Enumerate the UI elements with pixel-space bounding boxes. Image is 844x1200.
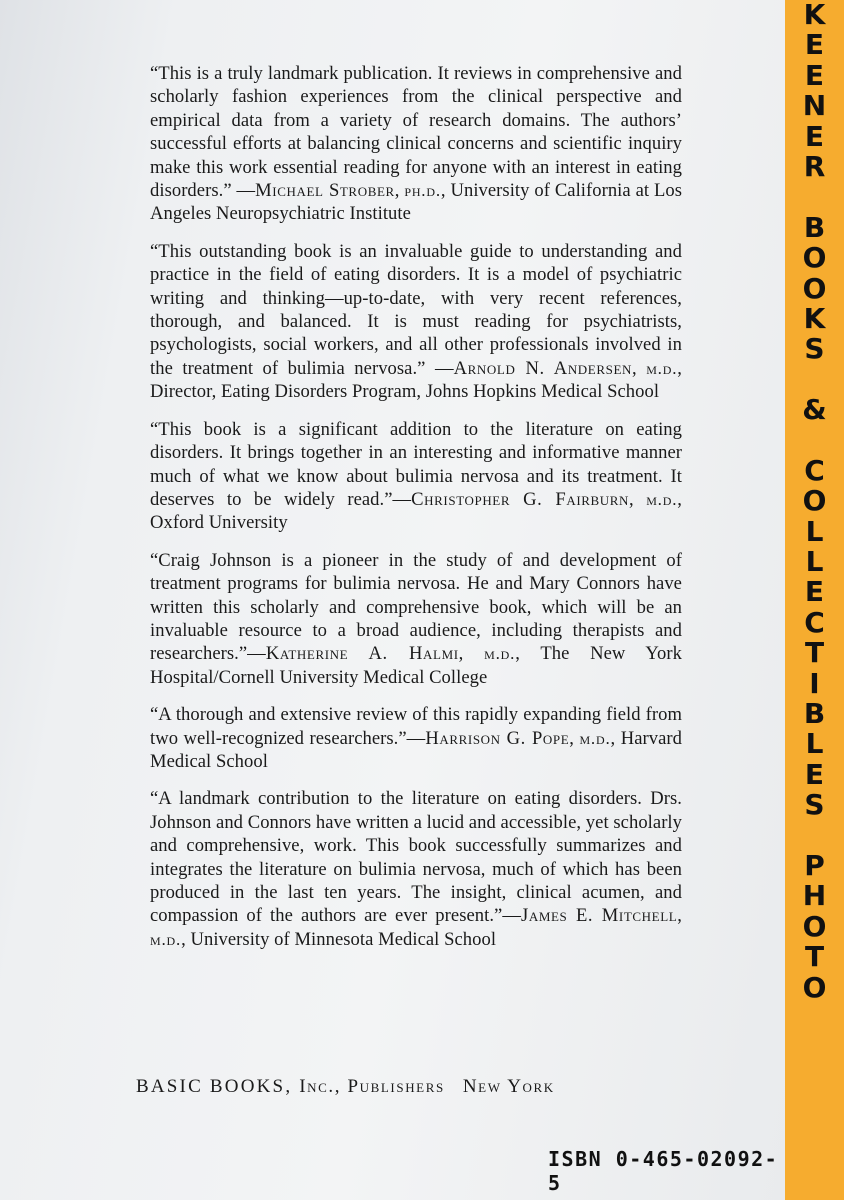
spine-letter: B xyxy=(803,210,826,244)
spine-letter: O xyxy=(802,970,827,1004)
spine-letter: E xyxy=(804,58,825,92)
quote-text: “This is a truly landmark publication. It reviews in comprehensive and scholarly fashion experiences from the clinical perspective and empirical data from a variety of research domains. The authors’ successful efforts at balancing clinical concerns and scientific inquiry make this work essential reading for anyone with an interest in eating disorders.” — xyxy=(150,63,682,202)
endorser-degree: m.d. xyxy=(484,644,516,664)
isbn-label: ISBN 0-465-02092-5 xyxy=(548,1147,779,1195)
endorser-name: Katherine A. Halmi xyxy=(265,643,459,665)
spine-letter: O xyxy=(802,241,827,275)
endorser-affiliation: , Director, Eating Disorders Program, Johns Hopkins Medical School xyxy=(150,357,682,403)
endorser-affiliation: , University of Minnesota Medical School xyxy=(181,928,497,950)
quote-text: “A landmark contribution to the literature on eating disorders. Drs. Johnson and Connors have written a lucid and accessible, yet scholarly and comprehensive, work. This book successfully summarizes and integrates the literature on bulimia nervosa, much of which has been produced in the last ten years. The insight, clinical acumen, and compassion of the authors are ever present.”— xyxy=(150,788,682,927)
spine-letter: E xyxy=(804,28,825,62)
spine-letter: O xyxy=(802,271,827,305)
endorsements xyxy=(150,62,682,965)
spine-letter: T xyxy=(804,940,825,974)
spine-letter: S xyxy=(804,332,825,366)
spine-letter: P xyxy=(804,848,825,882)
quote-text: “Craig Johnson is a pioneer in the study of and development of treatment programs for bulimia nervosa. He and Mary Connors have written this scholarly and comprehensive book, which will be an invaluable resource to a broad audience, including therapists and researchers.”— xyxy=(150,549,682,665)
publisher-city: New York xyxy=(462,1076,555,1097)
endorser-name: Christopher G. Fairburn xyxy=(411,488,630,510)
spine-letter: E xyxy=(804,757,825,791)
spine-letter: & xyxy=(802,393,827,427)
endorsement-fairburn: “This book is a significant addition to the literature on eating disorders. It brings together in an interesting and informative manner much of what we know about bulimia nervosa and its treatment. It deserves to be widely read.”—Christopher G. Fairburn, m.d., Oxford University xyxy=(150,418,682,534)
endorser-name: James E. Mitchell xyxy=(521,905,678,927)
spine-letter: I xyxy=(809,666,820,700)
endorsement-pope: “A thorough and extensive review of this rapidly expanding field from two well-recognized researchers.”—Harrison G. Pope, m.d., Harvard Medical School xyxy=(150,704,682,772)
spine-letter: H xyxy=(802,879,827,913)
spine-letter: R xyxy=(803,149,826,183)
publisher-imprint: BASIC BOOKS, Inc., Publishers New York xyxy=(136,1076,555,1097)
endorsement-strober: “This is a truly landmark publication. It reviews in comprehensive and scholarly fashion experiences from the clinical perspective and empirical data from a variety of research domains. The authors’ successful efforts at balancing clinical concerns and scientific inquiry make this work essential reading for anyone with an interest in eating disorders.” —Michael Strober, ph.d., University of California at Los Angeles Neuropsychiatric Institute xyxy=(150,63,682,225)
spine-letter: C xyxy=(804,605,825,639)
endorser-affiliation: , Harvard Medical School xyxy=(150,727,682,772)
spine-letter: L xyxy=(805,727,824,761)
endorser-degree: ph.d. xyxy=(404,181,441,201)
endorser-affiliation: , University of California at Los Angeles Neuropsychiatric Institute xyxy=(150,180,682,225)
spine-letter: O xyxy=(802,909,827,943)
spine-word xyxy=(803,0,826,182)
quote-text: “A thorough and extensive review of this rapidly expanding field from two well-recognized researchers.”— xyxy=(150,704,682,749)
spine-word xyxy=(802,395,826,425)
spine-word xyxy=(802,453,827,822)
endorser-name: Harrison G. Pope xyxy=(425,727,570,749)
endorsement-andersen: “This outstanding book is an invaluable guide to understanding and practice in the field of eating disorders. It is a model of psychiatric writing and thinking—up-to-date, with very recent references, thorough, and balanced. It is must reading for psychiatrists, psychologists, social workers, and all other professionals involved in the treatment of bulimia nervosa.” —Arnold N. Andersen, m.d., Director, Eating Disorders Program, Johns Hopkins Medical School xyxy=(150,240,682,403)
spine-letter: L xyxy=(805,545,824,579)
endorsement-halmi: “Craig Johnson is a pioneer in the study of and development of treatment programs for bulimia nervosa. He and Mary Connors have written this scholarly and comprehensive book, which will be an invaluable resource to a broad audience, including therapists and researchers.”—Katherine A. Halmi, m.d., The New York Hospital/Cornell University Medical College xyxy=(150,549,682,688)
spine-letter: B xyxy=(803,696,826,730)
endorser-name: Michael Strober xyxy=(255,180,395,202)
publisher-suffix: Inc., Publishers xyxy=(299,1076,445,1097)
endorser-degree: m.d. xyxy=(579,728,611,748)
quote-text: “This book is a significant addition to the literature on eating disorders. It brings together in an interesting and informative manner much of what we know about bulimia nervosa and its treatment. It deserves to be widely read.”— xyxy=(150,418,682,510)
endorsement-mitchell: “A landmark contribution to the literature on eating disorders. Drs. Johnson and Connors have written a lucid and accessible, yet scholarly and comprehensive, work. This book successfully summarizes and integrates the literature on bulimia nervosa, much of which has been produced in the last ten years. The insight, clinical acumen, and compassion of the authors are ever present.”—James E. Mitchell, m.d., University of Minnesota Medical School xyxy=(150,788,682,950)
spine-letter: C xyxy=(804,453,825,487)
spine-letter: T xyxy=(804,636,825,670)
spine-letter: O xyxy=(802,484,827,518)
spine-letter: N xyxy=(802,89,827,123)
watermark-spine-banner xyxy=(785,0,844,1200)
spine-word xyxy=(802,848,827,1004)
spine-letter: L xyxy=(805,514,824,548)
spine-letter: K xyxy=(803,301,826,335)
endorser-degree: m.d. xyxy=(150,929,182,949)
publisher-name: BASIC BOOKS xyxy=(136,1076,286,1097)
spine-word xyxy=(802,210,827,366)
endorser-name: Arnold N. Andersen xyxy=(453,357,632,379)
spine-letter: S xyxy=(804,788,825,822)
quote-text: “This outstanding book is an invaluable guide to understanding and practice in the field of eating disorders. It is a model of psychiatric writing and thinking—up-to-date, with very recent references, thorough, and balanced. It is must reading for psychiatrists, psychologists, social workers, and all other professionals involved in the treatment of bulimia nervosa.” — xyxy=(150,240,682,379)
endorser-affiliation: , Oxford University xyxy=(150,488,682,534)
endorser-affiliation: , The New York Hospital/Cornell University Medical College xyxy=(150,643,682,688)
spine-letter: K xyxy=(803,0,826,31)
endorser-degree: m.d. xyxy=(646,489,678,509)
spine-letter: E xyxy=(804,119,825,153)
spine-letter: E xyxy=(804,575,825,609)
endorser-degree: m.d. xyxy=(646,358,678,378)
